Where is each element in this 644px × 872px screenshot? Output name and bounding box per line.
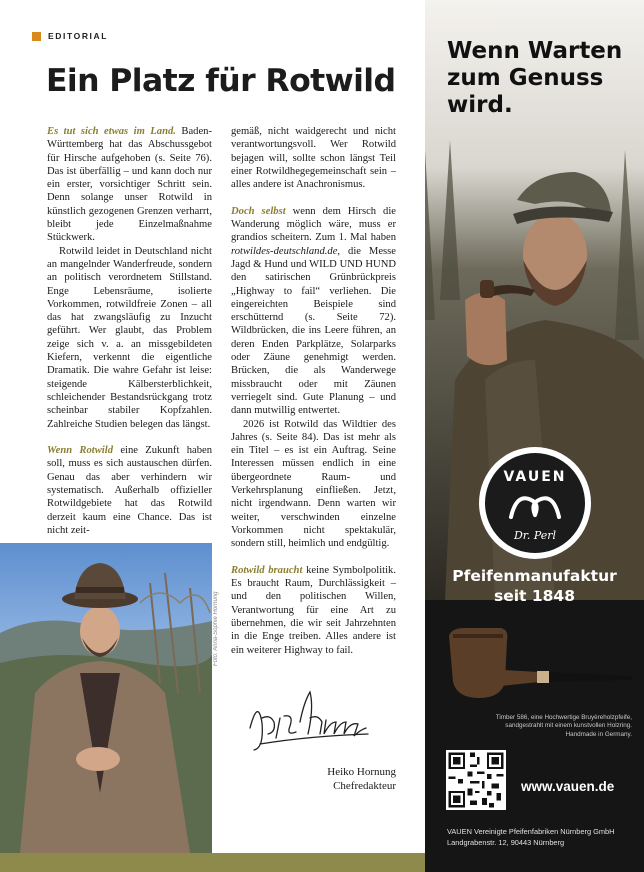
paragraph-text: eine Zukunft haben soll, muss es sich austauschen dürfen. Genau das aber verhindern wir systematisch. Außerhalb offizieller Rotwildgebiete hat das Rotwild derzeit kaum eine Chance. Das ist nicht zeit-: [47, 445, 213, 536]
ad-tagline-line: seit 1848: [494, 587, 575, 605]
paragraph-text: , die Messe Jagd & Hund und WILD UND HUND den satirischen Grünbrückpreis „Highway to fail“ verliehen. Die eingereichten Beispiele sind erschütternd (s. Seite 72). Wildbrücken, die ins Leere führen, an deren Enden Parkplätze, Solarparks oder Zäune genehmigt werden. Brücken, die als Wanderwege missbraucht oder mit Zäunen verriegelt sind. Gute Planung – und dann mutwillig entwertet.: [231, 245, 396, 417]
product-note-line: Handmade in Germany.: [565, 730, 632, 738]
paragraph-lead: Wenn Rotwild: [47, 445, 113, 457]
paragraph: 2026 ist Rotwild das Wildtier des Jahres (s. Seite 84). Das ist mehr als ein Titel – es ist ein Auftrag. Seine Interessen müssen endlich in eine übergeordnete Raum- und Verkehrsplanung einfließen. Jetzt, nicht irgendwann. Denn warten wir weiter, verschwinden einzelne Vorkommen nicht spektakulär, sondern still, heimlich und endgültig.: [231, 418, 396, 550]
author-photo: [0, 543, 212, 853]
photo-credit: Foto: Anna-Sophie Hornung: [213, 591, 219, 666]
qr-code-icon[interactable]: [446, 750, 506, 810]
signature-image: [240, 678, 380, 758]
ad-tagline-line: Pfeifenmanufaktur: [452, 567, 617, 585]
vauen-advertisement[interactable]: [425, 0, 644, 872]
author-signoff: [276, 765, 396, 793]
ad-headline-line: zum Genuss: [447, 65, 604, 91]
vauen-logo: [477, 445, 593, 561]
ad-tagline: [425, 566, 644, 606]
text-column-2: [231, 125, 396, 657]
paragraph: [47, 125, 212, 245]
paragraph-lead: Es tut sich etwas im Land.: [47, 126, 176, 137]
website-mention: rotwildes-deutschland.de: [231, 245, 338, 257]
paragraph: [47, 444, 212, 537]
paragraph-lead: Rotwild braucht: [231, 564, 303, 576]
page-title: Ein Platz für Rotwild: [46, 63, 396, 99]
product-description: [432, 714, 632, 739]
website-link[interactable]: www.vauen.de: [521, 779, 615, 794]
paragraph-text: wenn dem Hirsch die Wanderung möglich wäre, muss er grandios scheitern. Zum 1. Mal haben: [231, 205, 396, 244]
author-name: Heiko Hornung: [327, 766, 396, 778]
paragraph: [231, 564, 396, 657]
brand-name: VAUEN: [503, 469, 567, 485]
paragraph-text: keine Symbolpolitik. Es braucht Raum, Durchlässigkeit – und den politischen Willen, Verantwortung für eine Art zu übernehmen, die wir seit Jahrzehnten in die Enge treiben. Alles andere ist ein weiterer Highway to fail.: [231, 564, 396, 656]
paragraph: [231, 205, 396, 418]
paragraph-text: Baden-Württemberg hat das Abschussgebot für Hirsche aufgehoben (s. Seite 76). Das ist überfällig – und kann doch nur ein erster, vorsichtiger Schritt sein. Denn solange unser Rotwild in künstlich gezogenen Grenzen verharrt, bleibt jede Einzelmaßnahme Stückwerk.: [47, 126, 212, 244]
text-column-1: [47, 125, 212, 537]
section-kicker: [32, 31, 108, 41]
ad-headline: [447, 38, 637, 119]
ad-headline-line: Wenn Warten: [447, 38, 623, 64]
footer-bar: [0, 853, 425, 872]
company-line: Landgrabenstr. 12, 90443 Nürnberg: [447, 838, 565, 847]
paragraph-lead: Doch selbst: [231, 205, 286, 217]
pipe-product-image: [443, 622, 643, 702]
company-line: VAUEN Vereinigte Pfeifenfabriken Nürnberg GmbH: [447, 827, 615, 836]
product-note-line: sandgestrahlt mit einem kunstvollen Holzring.: [505, 722, 632, 730]
ad-headline-line: wird.: [447, 92, 513, 118]
section-label: EDITORIAL: [48, 31, 109, 41]
author-title: Chefredakteur: [333, 780, 396, 792]
sub-brand: Dr. Perl: [513, 529, 557, 542]
company-address: [447, 826, 644, 848]
paragraph: gemäß, nicht waidgerecht und nicht verantwortungsvoll. Wer Rotwild bejagen will, sollte schon längst Teil einer Rotwildhegegemeinschaft sein – alles andere ist Anachronismus.: [231, 126, 396, 191]
kicker-square-icon: [32, 32, 41, 41]
paragraph: Rotwild leidet in Deutschland nicht an mangelnder Wanderfreude, sondern an politisch verordnetem Stillstand. Enge Lebensräume, isolierte Vorkommen, rotwildfreie Zonen – all das hat zwangsläufig zu Inzucht geführt. Wer glaubt, das Problem zeige sich v. a. an missgebildeten Kiefern, verkennt die eigentliche Dramatik. Die wahre Gefahr ist leise: steigende Kälbersterblichkeit, schleichender Bestandsrückgang trotz scheinbar stabiler Kopfzahlen. Zahlreiche Studien belegen das längst.: [47, 245, 212, 430]
product-note-line: Timber 586, eine Hochwertige Bruyèreholzpfeife,: [495, 714, 632, 721]
